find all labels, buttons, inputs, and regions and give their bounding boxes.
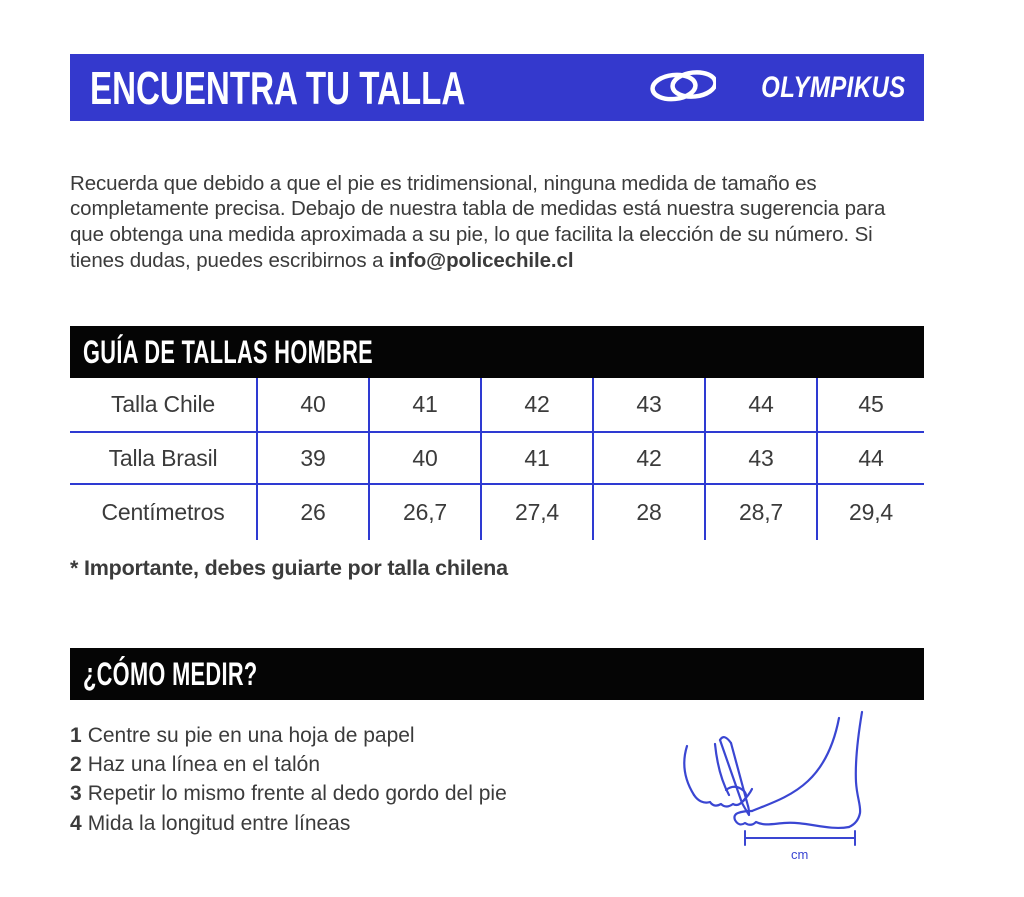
table-row-label: Talla Brasil — [70, 431, 258, 483]
step-item — [70, 721, 507, 750]
step-text: Centre su pie en una hoja de papel — [87, 724, 415, 747]
hand-drawing-foot-icon — [665, 702, 955, 867]
step-item — [70, 750, 507, 779]
how-to-section-bar — [70, 648, 924, 700]
step-number: 1 — [70, 724, 82, 747]
step-number: 3 — [70, 782, 82, 806]
table-cell: 41 — [482, 431, 594, 483]
table-row-label: Centímetros — [70, 483, 258, 540]
step-text: Mida la longitud entre líneas — [87, 811, 351, 835]
table-cell: 39 — [258, 431, 370, 483]
important-note: * Importante, debes guiarte por talla chilena — [70, 556, 508, 580]
table-cell: 44 — [706, 378, 818, 431]
table-cell: 29,4 — [818, 483, 924, 540]
olympikus-rings-icon — [650, 65, 716, 110]
measure-steps — [70, 721, 507, 838]
table-cell: 44 — [818, 431, 924, 483]
step-text: Haz una línea en el talón — [87, 753, 321, 777]
page-title: ENCUENTRA TU TALLA — [90, 61, 466, 114]
step-number: 4 — [70, 811, 82, 835]
intro-text: Recuerda que debido a que el pie es tridimensional, ninguna medida de tamaño es completamente precisa. Debajo de nuestra tabla de medidas está nuestra sugerencia para que obtenga una medida aproximada a su pie, lo que facilita la elección de su número. Si tienes dudas, puedes escribirnos a — [70, 171, 886, 272]
cm-label: cm — [791, 847, 809, 862]
size-guide-title: GUÍA DE TALLAS HOMBRE — [83, 334, 374, 370]
table-cell: 26 — [258, 483, 370, 540]
header-bar — [70, 54, 924, 121]
table-cell: 28,7 — [706, 483, 818, 540]
table-cell: 43 — [706, 431, 818, 483]
table-cell: 26,7 — [370, 483, 482, 540]
measurement-line — [745, 831, 855, 845]
step-text: Repetir lo mismo frente al dedo gordo del pie — [87, 782, 507, 806]
table-cell: 28 — [594, 483, 706, 540]
table-cell: 40 — [370, 431, 482, 483]
table-cell: 27,4 — [482, 483, 594, 540]
brand-logo — [650, 65, 906, 110]
table-cell: 40 — [258, 378, 370, 431]
foot-measuring-illustration — [665, 702, 955, 867]
size-guide-section-bar — [70, 326, 924, 378]
brand-name: OLYMPIKUS — [761, 70, 906, 104]
size-table — [70, 378, 924, 540]
how-to-title: ¿CÓMO MEDIR? — [83, 656, 258, 692]
step-item — [70, 779, 507, 808]
table-cell: 43 — [594, 378, 706, 431]
step-item — [70, 809, 507, 838]
table-row-label: Talla Chile — [70, 378, 258, 431]
table-cell: 41 — [370, 378, 482, 431]
contact-email: info@policechile.cl — [389, 248, 574, 272]
step-number: 2 — [70, 753, 82, 777]
table-cell: 42 — [482, 378, 594, 431]
table-cell: 42 — [594, 431, 706, 483]
table-cell: 45 — [858, 391, 884, 417]
intro-paragraph — [70, 171, 918, 274]
